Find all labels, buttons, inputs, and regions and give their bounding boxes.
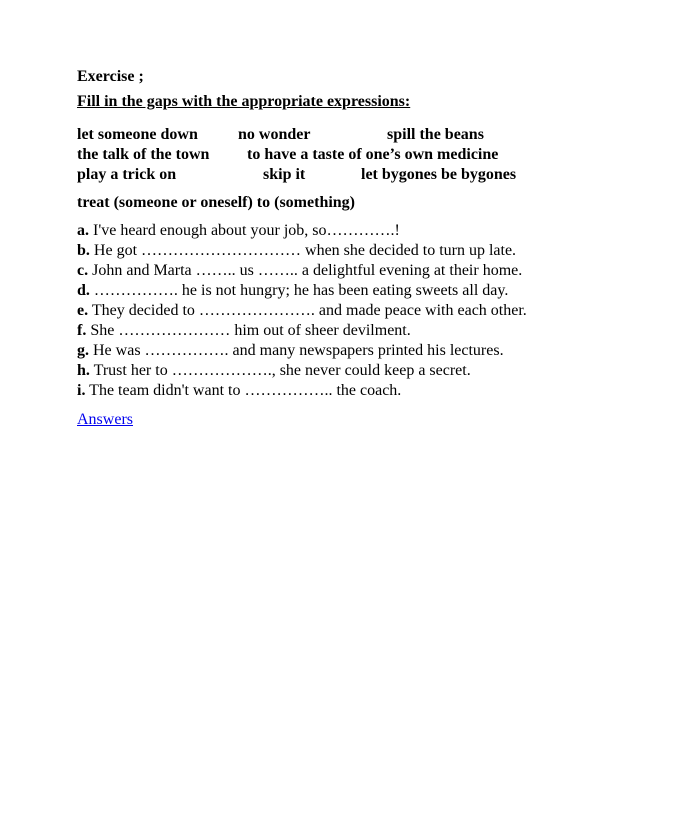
sentence-text: ……………. he is not hungry; he has been eating sweets all day. xyxy=(89,282,509,299)
sentence-letter: d. xyxy=(77,282,90,299)
sentence-letter: i. xyxy=(77,382,86,399)
sentence-item xyxy=(77,341,527,361)
sentence-letter: f. xyxy=(77,322,87,339)
sentence-text: I've heard enough about your job, so………….! xyxy=(89,222,400,239)
sentence-text: He got ………………………… when she decided to turn up late. xyxy=(89,242,517,259)
expression-item: play a trick on xyxy=(77,166,177,183)
exercise-heading: Exercise ; xyxy=(77,68,144,85)
sentence-text: They decided to …………………. and made peace with each other. xyxy=(88,302,527,319)
sentence-item xyxy=(77,261,527,281)
sentence-item xyxy=(77,281,527,301)
sentence-item xyxy=(77,301,527,321)
sentence-letter: a. xyxy=(77,222,89,239)
expression-item: no wonder xyxy=(238,126,311,143)
sentence-item xyxy=(77,321,527,341)
sentence-text: He was ……………. and many newspapers printed his lectures. xyxy=(89,342,504,359)
sentence-text: She ………………… him out of sheer devilment. xyxy=(86,322,411,339)
expression-item: spill the beans xyxy=(387,126,484,143)
exercise-instruction: Fill in the gaps with the appropriate expressions: xyxy=(77,93,411,110)
sentence-letter: h. xyxy=(77,362,90,379)
expression-item: to have a taste of one’s own medicine xyxy=(247,146,499,163)
expression-item: the talk of the town xyxy=(77,146,210,163)
sentence-item xyxy=(77,221,527,241)
sentence-letter: c. xyxy=(77,262,89,279)
expression-item: treat (someone or oneself) to (something) xyxy=(77,194,356,211)
sentence-letter: e. xyxy=(77,302,89,319)
sentence-letter: b. xyxy=(77,242,90,259)
sentence-text: John and Marta …….. us …….. a delightful evening at their home. xyxy=(88,262,523,279)
expression-item: let someone down xyxy=(77,126,198,143)
expression-item: skip it xyxy=(263,166,306,183)
exercise-sentences xyxy=(77,221,527,401)
sentence-letter: g. xyxy=(77,342,89,359)
answers-link[interactable]: Answers xyxy=(77,411,133,428)
sentence-item xyxy=(77,361,527,381)
sentence-text: Trust her to ………………., she never could keep a secret. xyxy=(89,362,471,379)
sentence-text: The team didn't want to …………….. the coach. xyxy=(85,382,402,399)
expression-item: let bygones be bygones xyxy=(361,166,517,183)
sentence-item xyxy=(77,241,527,261)
sentence-item xyxy=(77,381,527,401)
